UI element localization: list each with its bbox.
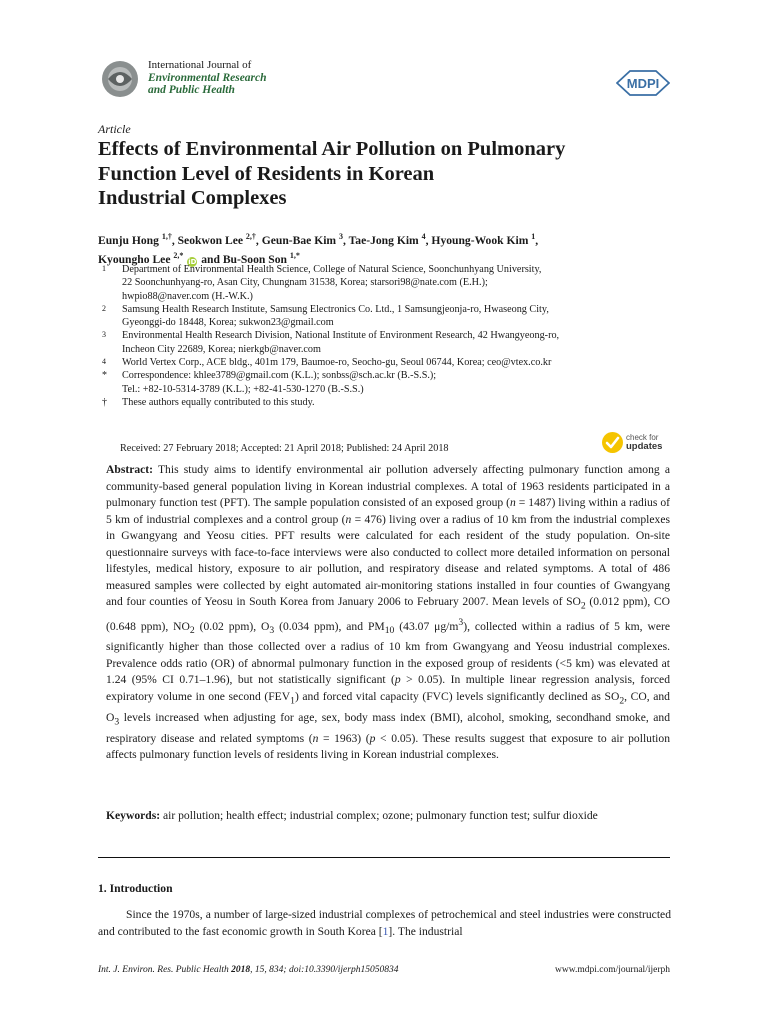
keywords-text: air pollution; health effect; industrial complex; ozone; pulmonary function test; sulfur dioxide [160, 809, 598, 822]
footer-journal-url[interactable]: www.mdpi.com/journal/ijerph [555, 965, 670, 975]
abstract-text: = 1487) living within a radius of 5 km of industrial complexes and a control group ( [106, 496, 670, 526]
affiliation-line: Department of Environmental Health Science, College of Natural Science, Soonchunhyang University, [122, 264, 542, 275]
citation-link[interactable]: 1 [382, 925, 389, 938]
author-affil-sup: 1,* [289, 250, 300, 260]
author-name[interactable]: Geun-Bae Kim [261, 233, 337, 247]
abstract-text: (0.02 ppm), O [194, 619, 270, 633]
equal-contribution-note [98, 396, 673, 409]
affiliation-item [98, 356, 673, 369]
journal-logo-icon [98, 59, 142, 99]
mdpi-logo-text: MDPI [626, 76, 660, 91]
footer-year: 2018 [231, 965, 251, 975]
mdpi-logo [616, 70, 670, 96]
affiliation-line: Samsung Health Research Institute, Samsung Electronics Co. Ltd., 1 Samsungjeonja-ro, Hwaseong City, [122, 303, 549, 315]
title-line: Effects of Environmental Air Pollution on Pulmonary [98, 138, 566, 160]
author-affil-sup: 3 [339, 232, 344, 241]
subscript: 3 [114, 716, 120, 728]
affiliation-item [98, 303, 673, 330]
correspondence-line: Tel.: +82-10-5314-3789 (K.L.); +82-41-530-1270 (B.-S.S.) [122, 383, 364, 395]
equal-contribution-text: These authors equally contributed to this study. [122, 396, 315, 408]
subscript: 1 [290, 695, 295, 707]
journal-name-line1: International Journal of [148, 59, 252, 71]
subscript: 3 [269, 624, 275, 636]
section-heading: 1. Introduction [98, 882, 173, 895]
abstract-text: (0.012 ppm), CO (0.648 ppm), NO [106, 595, 670, 633]
keywords [106, 807, 670, 824]
superscript: 3 [458, 616, 464, 628]
subscript: 2 [619, 695, 625, 707]
publication-dates: Received: 27 February 2018; Accepted: 21 April 2018; Published: 24 April 2018 [120, 443, 449, 454]
affiliation-marker: 1 [102, 264, 106, 273]
affiliation-marker: 3 [102, 330, 106, 340]
abstract-text: (43.07 μg/m [394, 619, 459, 633]
affiliation-marker: * [102, 370, 107, 382]
abstract-text: (0.034 ppm), and PM [274, 619, 385, 633]
author-name[interactable]: Kyoungho Lee [98, 252, 171, 266]
check-for-updates-button[interactable] [602, 431, 674, 455]
subscript: 2 [580, 600, 586, 612]
affiliation-item [98, 329, 673, 356]
paper-title [98, 137, 678, 211]
abstract-label: Abstract: [106, 463, 154, 476]
author-affil-sup: 4 [421, 232, 426, 241]
affiliation-marker: 4 [102, 357, 106, 367]
abstract-text: < 0.05). These results suggest that exposure to air pollution affects pulmonary function levels of residents living in Korean industrial complexes. [106, 731, 670, 762]
abstract-text: ), collected within a radius of 5 km, were significantly higher than those collected over a radius of 10 km from Gwangyang and Yeosu industrial complexes. Prevalence odds ratio (OR) of abnormal pulmonary function in the exposed group of residents (<5 km) was elevated at 1.24 (95% CI 0.71–1.96), but not statistically significant ( [106, 619, 670, 687]
affiliation-marker: 2 [102, 303, 106, 313]
abstract-text: ) and forced vital capacity (FVC) levels significantly declined as SO [294, 689, 620, 703]
check-updates-line2: updates [626, 441, 663, 452]
section-divider [98, 857, 670, 858]
affiliation-line: Environmental Health Research Division, National Institute of Environment Research, 42 Hwangyeong-ro, [122, 330, 560, 342]
title-line: Function Level of Residents in Korean [98, 162, 435, 185]
abstract-text: = 476) living over a radius of 10 km from the industrial complexes in Gwangyang and Yeosu cities. PFT results were calculated for each resident of the study population. On-site questionnaire surveys with face-to-face interviews were also conducted to collect more detailed information on personal lifestyles, medical history, exposure to air pollution, and respiratory disease and related symptoms. A total of 486 measured samples were collected by eight automated air-monitoring stations installed in four counties of Gwangyang and four counties of Yeosu in South Korea from January 2006 to February 2007. Mean levels of SO [106, 512, 670, 608]
keywords-label: Keywords: [106, 809, 161, 822]
author-name[interactable]: Seokwon Lee [177, 233, 243, 247]
abstract-text: = 1963) ( [318, 731, 370, 745]
subscript: 10 [384, 624, 395, 636]
intro-text: Since the 1970s, a number of large-sized industrial complexes of petrochemical and steel industries were constructed and contributed to the fast economic growth in South Korea [ [98, 908, 671, 938]
author-list: Eunju Hong $^{1,\dagger}$, Seokwon Lee $^{2,\dagger}$, Geun-Bae Kim $^3$, Tae-Jong Kim $^4$, Hyoung-Wook Kim $^1$, Kyoungho Lee $^{2,*}$ iD and Bu-Soon Son $^{1,*}$ [98, 232, 539, 266]
footer-journal: Int. J. Environ. Res. Public Health [98, 965, 229, 975]
abstract-text: This study aims to identify environmental air pollution adversely affecting pulmonary function among a community-based general population living in Korean industrial complexes. A total of 1963 residents participated in a pulmonary function test (PFT). The sample population consisted of an exposed group ( [106, 463, 670, 509]
author-name[interactable]: Eunju Hong [98, 233, 159, 247]
abstract-text: levels increased when adjusting for age, sex, body mass index (BMI), alcohol, smoking, secondhand smoke, and respiratory disease and related symptoms ( [106, 710, 670, 745]
author-affil-sup: 1 [531, 232, 536, 241]
orcid-icon[interactable]: iD [188, 257, 197, 266]
check-updates-icon [602, 432, 623, 453]
italic-n: n [510, 496, 516, 509]
subscript: 2 [189, 624, 195, 636]
abstract [106, 462, 670, 764]
italic-n: n [312, 731, 319, 745]
footer-citation: Int. J. Environ. Res. Public Health 2018, 15, 834; doi:10.3390/ijerph15050834 [98, 965, 399, 975]
italic-p: p [369, 731, 376, 745]
journal-header [98, 57, 398, 101]
affiliation-marker: † [102, 396, 107, 408]
affiliation-line: Gyeonggi-do 18448, Korea; sukwon23@gmail.com [122, 317, 334, 329]
affiliation-line: World Vertex Corp., ACE bldg., 401m 179, Baumoe-ro, Seocho-gu, Seoul 06744, Korea; ceo@vtex.co.kr [122, 357, 552, 369]
correspondence-item [98, 369, 673, 396]
author-conjunction: and [201, 252, 220, 266]
author-name[interactable]: Bu-Soon Son [222, 252, 287, 266]
intro-paragraph [98, 906, 671, 940]
title-line: Industrial Complexes [98, 187, 287, 209]
article-type: Article [98, 122, 131, 136]
italic-n: n [345, 512, 352, 526]
author-name[interactable]: Hyoung-Wook Kim [431, 233, 529, 247]
correspondence-line: Correspondence: khlee3789@gmail.com (K.L.); sonbss@sch.ac.kr (B.-S.S.); [122, 370, 437, 382]
author-name[interactable]: Tae-Jong Kim [348, 233, 419, 247]
abstract-text: , CO, and O [106, 689, 670, 724]
affiliation-line: Incheon City 22689, Korea; nierkgb@naver.com [122, 343, 321, 355]
footer-volume: 15 [254, 965, 265, 975]
author-affil-sup: 2,† [245, 232, 256, 241]
abstract-text: > 0.05). In multiple linear regression analysis, forced expiratory volume in one second (FEV [106, 673, 670, 703]
italic-p: p [394, 673, 401, 687]
affiliation-line: hwpio88@naver.com (H.-W.K.) [122, 290, 253, 302]
author-affil-sup: 1,† [161, 232, 172, 241]
journal-name-line2: Environmental Research [148, 71, 267, 84]
check-updates-line1: check for [626, 433, 659, 442]
affiliation-line: 22 Soonchunhyang-ro, Asan City, Chungnam 31538, Korea; starsori98@nate.com (E.H.); [122, 277, 488, 289]
affiliations [98, 263, 673, 409]
affiliation-item [98, 263, 673, 303]
intro-text: ]. The industrial [388, 925, 463, 938]
footer-doi: , 834; doi:10.3390/ijerph15050834 [264, 965, 399, 975]
author-affil-sup: 2,* [173, 250, 184, 260]
journal-name-line3: and Public Health [148, 84, 235, 96]
